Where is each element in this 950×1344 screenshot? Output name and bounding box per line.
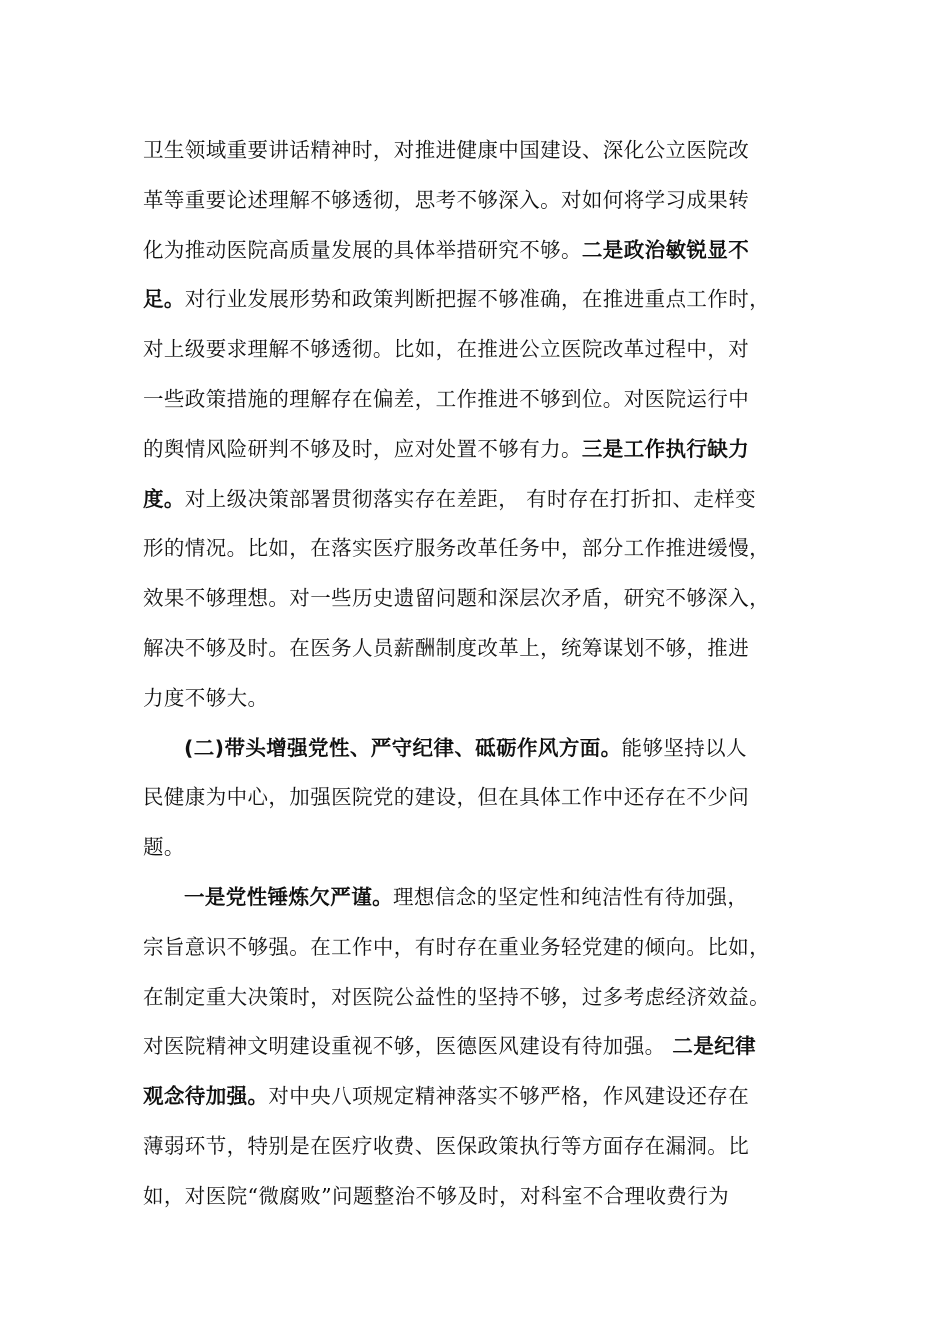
text-segment: 一些政策措施的理解存在偏差，工作推进不够到位。对医院运行中 xyxy=(143,386,750,411)
text-line xyxy=(143,275,823,325)
text-segment: 力度不够大。 xyxy=(143,685,269,710)
text-segment: 形的情况。比如，在落实医疗服务改革任务中，部分工作推进缓慢， xyxy=(143,536,770,561)
text-line xyxy=(143,1072,823,1122)
text-line xyxy=(143,923,823,973)
text-line xyxy=(143,724,823,774)
text-segment: 能够坚持以人 xyxy=(621,735,747,760)
text-segment: 卫生领域重要讲话精神时，对推进健康中国建设、深化公立医院改 xyxy=(143,138,750,162)
text-segment: 对医院精神文明建设重视不够，医德医风建设有待加强。 xyxy=(143,1034,673,1059)
text-segment: 对中央八项规定精神落实不够严格，作风建设还存在 xyxy=(268,1084,750,1109)
text-line xyxy=(143,773,823,823)
text-line xyxy=(143,873,823,923)
bold-heading-segment: 三是工作执行缺力 xyxy=(581,436,750,461)
text-line xyxy=(143,624,823,674)
text-segment: 在制定重大决策时，对医院公益性的坚持不够，过多考虑经济效益。 xyxy=(143,984,770,1009)
text-line xyxy=(143,176,823,226)
bold-heading-segment: (二)带头增强党性、严守纪律、砥砺作风方面。 xyxy=(184,735,622,760)
bold-heading-segment: 度。 xyxy=(143,486,185,511)
text-segment: 解决不够及时。在医务人员薪酬制度改革上，统筹谋划不够，推进 xyxy=(143,635,750,660)
text-segment: 化为推动医院高质量发展的具体举措研究不够。 xyxy=(143,237,582,262)
bold-heading-segment: 足。 xyxy=(143,287,185,312)
text-segment: 对上级要求理解不够透彻。比如，在推进公立医院改革过程中，对 xyxy=(143,337,750,362)
text-segment: 对上级决策部署贯彻落实存在差距， 有时存在打折扣、走样变 xyxy=(184,486,757,511)
text-line xyxy=(143,823,823,873)
text-line xyxy=(143,126,823,176)
text-line xyxy=(143,973,823,1023)
text-line xyxy=(143,226,823,276)
text-line xyxy=(143,325,823,375)
text-segment: 对行业发展形势和政策判断把握不够准确，在推进重点工作时， xyxy=(184,287,771,312)
bold-heading-segment: 一是党性锤炼欠严谨。 xyxy=(184,884,393,909)
text-segment: 的舆情风险研判不够及时，应对处置不够有力。 xyxy=(143,436,582,461)
text-segment: 薄弱环节，特别是在医疗收费、医保政策执行等方面存在漏洞。比 xyxy=(143,1133,750,1158)
text-segment: 理想信念的坚定性和纯洁性有待加强， xyxy=(393,884,749,909)
text-line xyxy=(143,524,823,574)
bold-heading-segment: 二是政治敏锐显不 xyxy=(581,237,750,262)
bold-heading-segment: 二是纪律 xyxy=(672,1034,757,1059)
bold-heading-segment: 观念待加强。 xyxy=(143,1084,269,1109)
text-line xyxy=(143,1022,823,1072)
text-segment: 宗旨意识不够强。在工作中，有时存在重业务轻党建的倾向。比如， xyxy=(143,934,770,959)
text-segment: 革等重要论述理解不够透彻，思考不够深入。对如何将学习成果转 xyxy=(143,187,750,212)
text-line xyxy=(143,574,823,624)
text-line xyxy=(143,375,823,425)
text-line xyxy=(143,425,823,475)
text-segment: 效果不够理想。对一些历史遗留问题和深层次矛盾，研究不够深入， xyxy=(143,586,770,611)
text-segment: 题。 xyxy=(143,835,185,860)
text-line xyxy=(143,1172,823,1222)
text-line xyxy=(143,674,823,724)
text-segment: 民健康为中心，加强医院党的建设，但在具体工作中还存在不少问 xyxy=(143,785,750,810)
text-segment: 如，对医院“微腐败”问题整治不够及时，对科室不合理收费行为 xyxy=(143,1183,730,1208)
body-text xyxy=(143,126,823,1222)
text-line xyxy=(143,475,823,525)
text-line xyxy=(143,1122,823,1172)
